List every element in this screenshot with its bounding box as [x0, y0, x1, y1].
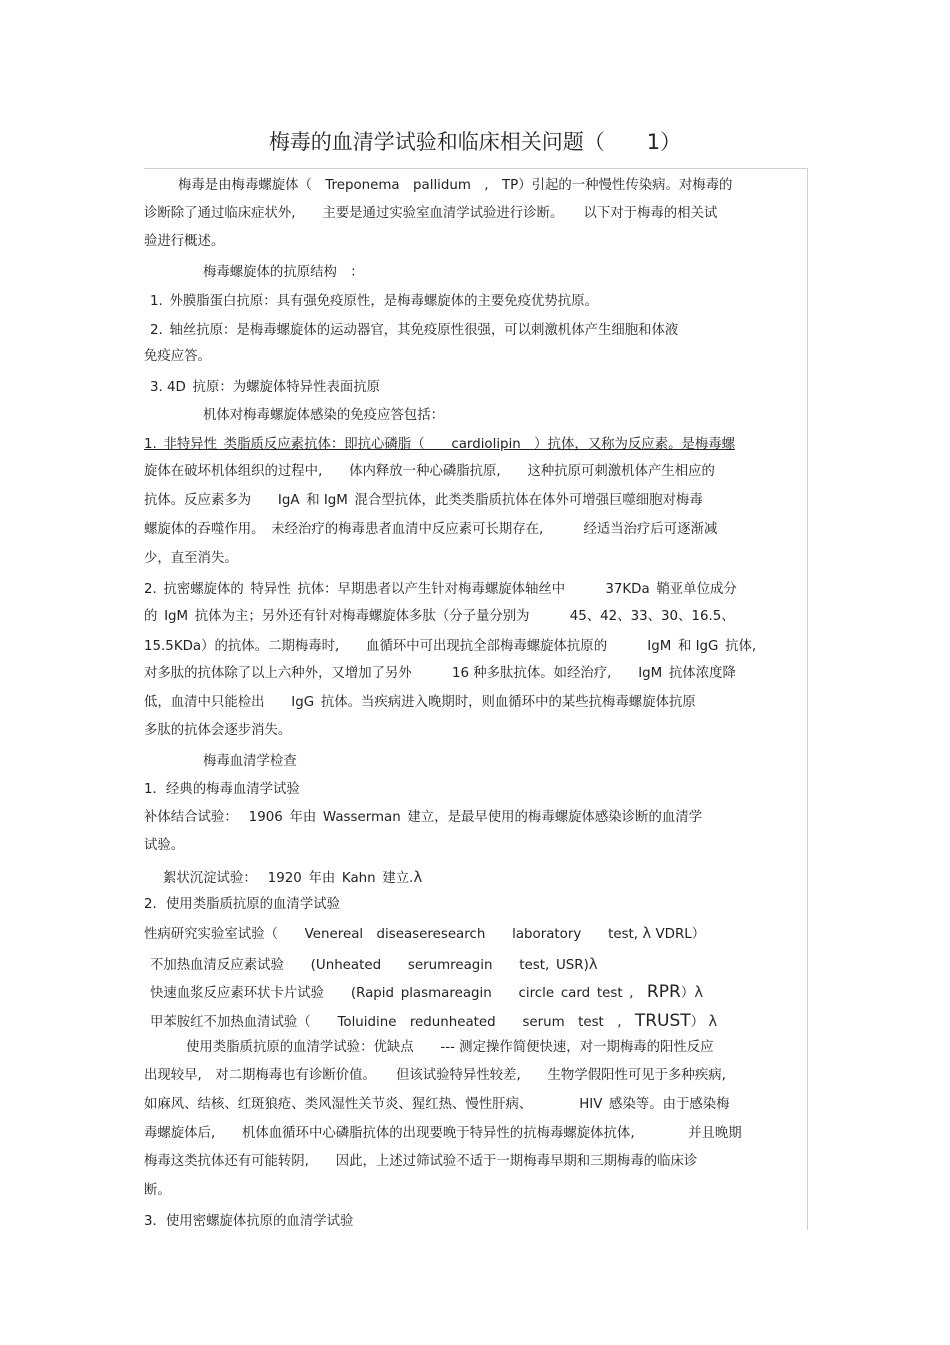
paragraph-line: 抗体。反应素多为 IgA 和 IgM 混合型抗体，此类类脂质抗体在体外可增强巨噬细胞对梅毒: [144, 493, 703, 508]
line-text: ）: [690, 1015, 705, 1030]
paragraph-line: 免疫应答。: [144, 349, 211, 364]
paragraph-line: 的 IgM 抗体为主；另外还有针对梅毒螺旋体多肽（分子量分别为 45、42、33、30、16.5、: [144, 609, 735, 624]
paragraph-line: 螺旋体的吞噬作用。 未经治疗的梅毒患者血清中反应素可长期存在, 经适当治疗后可逐渐减: [144, 522, 718, 537]
paragraph-line: 试验。: [144, 838, 185, 853]
paragraph-line: 验进行概述。: [144, 234, 225, 249]
paragraph-line: 毒螺旋体后, 机体血循环中心磷脂抗体的出现要晚于特异性的抗梅毒螺旋体抗体, 并且晚期: [144, 1126, 742, 1141]
paragraph-line: 多肽的抗体会逐步消失。: [144, 723, 292, 738]
subsection-heading: 3．使用密螺旋体抗原的血清学试验: [144, 1214, 354, 1229]
paragraph-line: 断。: [144, 1183, 171, 1198]
lambda-symbol: λ: [588, 955, 598, 973]
paragraph-line: 少，直至消失。: [144, 551, 238, 566]
line-text: VDRL）: [655, 927, 706, 942]
abbr-text: TRUST: [634, 1011, 691, 1031]
paragraph-line: 2. 抗密螺旋体的 特异性 抗体：早期患者以产生针对梅毒螺旋体轴丝中 37KDa 鞘亚单位成分: [144, 582, 737, 597]
page-title: 梅毒的血清学试验和临床相关问题（ 1）: [268, 130, 682, 154]
test-item: [144, 924, 705, 944]
paragraph-line: 使用类脂质抗原的血清学试验：优缺点 --- 测定操作简便快速，对一期梅毒的阳性反应: [186, 1040, 714, 1055]
lambda-symbol: λ: [694, 983, 704, 1001]
section-heading: 机体对梅毒螺旋体感染的免疫应答包括：: [203, 408, 445, 423]
list-item: 1. 外膜脂蛋白抗原：具有强免疫原性，是梅毒螺旋体的主要免疫优势抗原。: [150, 294, 598, 309]
table-border-right: [807, 168, 808, 1230]
section-heading: 梅毒螺旋体的抗原结构 ：: [203, 265, 364, 280]
line-text: 甲苯胺红不加热血清试验（ Toluidine redunheated serum test ,: [150, 1015, 635, 1030]
paragraph-line: 诊断除了通过临床症状外, 主要是通过实验室血清学试验进行诊断。 以下对于梅毒的相关试: [144, 206, 718, 221]
lambda-symbol: λ: [642, 924, 652, 942]
subsection-heading: 2．使用类脂质抗原的血清学试验: [144, 897, 340, 912]
paragraph-line: 旋体在破坏机体组织的过程中, 体内释放一种心磷脂抗原, 这种抗原可刺激机体产生相应的: [144, 464, 715, 479]
line-text: 性病研究实验室试验（ Venereal diseaseresearch laboratory test,: [144, 927, 639, 942]
test-item: [150, 955, 598, 975]
line-text: 絮状沉淀试验： 1920 年由 Kahn 建立.: [163, 871, 414, 886]
test-item: [150, 1012, 717, 1032]
paragraph-line: 梅毒这类抗体还有可能转阴, 因此，上述过筛试验不适于一期梅毒早期和三期梅毒的临床诊: [144, 1154, 698, 1169]
paragraph-line: 出现较早, 对二期梅毒也有诊断价值。 但该试验特异性较差, 生物学假阳性可见于多种疾病,: [144, 1068, 726, 1083]
lambda-symbol: λ: [708, 1012, 718, 1030]
paragraph-line: 对多肽的抗体除了以上六种外，又增加了另外 16 种多肽抗体。如经治疗, IgM 抗体浓度降: [144, 666, 736, 681]
paragraph-line: 低，血清中只能检出 IgG 抗体。当疾病进入晚期时，则血循环中的某些抗梅毒螺旋体抗原: [144, 695, 696, 710]
paragraph-line: [163, 868, 422, 888]
subsection-heading: 1．经典的梅毒血清学试验: [144, 782, 300, 797]
paragraph-line: 如麻风、结核、红斑狼疮、类风湿性关节炎、猩红热、慢性肝病、 HIV 感染等。由于感染梅: [144, 1097, 730, 1112]
paragraph-line: 补体结合试验： 1906 年由 Wasserman 建立，是最早使用的梅毒螺旋体感染诊断的血清学: [144, 810, 703, 825]
list-item: 3. 4D 抗原：为螺旋体特异性表面抗原: [150, 380, 381, 395]
test-item: [150, 983, 703, 1003]
lambda-symbol: λ: [413, 868, 423, 886]
list-item: 2. 轴丝抗原：是梅毒螺旋体的运动器官，其免疫原性很强，可以刺激机体产生细胞和体液: [150, 323, 679, 338]
paragraph-line: 梅毒是由梅毒螺旋体（ Treponema pallidum , TP）引起的一种慢性传染病。对梅毒的: [178, 178, 733, 193]
paragraph-line: 15.5KDa）的抗体。二期梅毒时, 血循环中可出现抗全部梅毒螺旋体抗原的 IgM 和 IgG 抗体,: [144, 639, 757, 654]
paragraph-line: 1. 非特异性 类脂质反应素抗体：即抗心磷脂（ cardiolipin ）抗体，又称为反应素。是梅毒螺: [144, 437, 736, 452]
abbr-text: RPR: [646, 982, 681, 1002]
line-text: 不加热血清反应素试验 (Unheated serumreagin test, USR): [150, 958, 589, 973]
line-text: ）: [680, 986, 695, 1001]
table-border-top: [144, 168, 808, 169]
section-heading: 梅毒血清学检查: [203, 754, 297, 769]
line-text: 快速血浆反应素环状卡片试验 (Rapid plasmareagin circle card test ,: [150, 986, 647, 1001]
